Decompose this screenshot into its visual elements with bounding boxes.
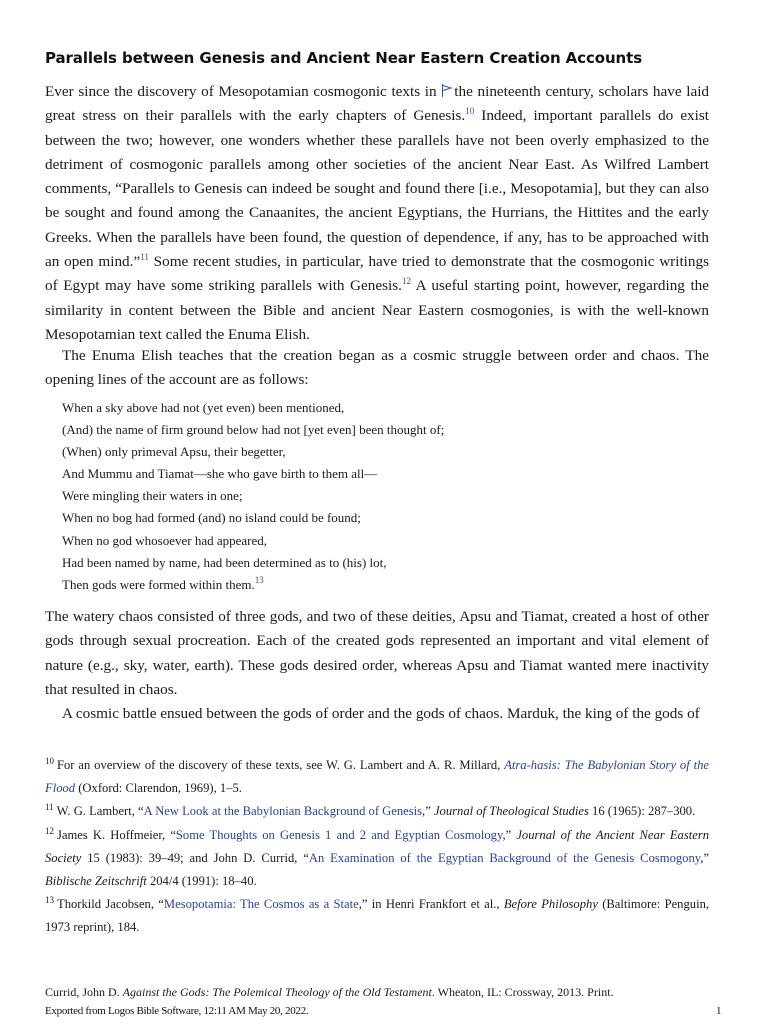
footnote-text: James K. Hoffmeier, “ — [57, 827, 176, 842]
verse-line: When no bog had formed (and) no island could be found; — [62, 510, 361, 526]
verse-line-last — [62, 574, 722, 596]
footnote-text: ,” — [502, 827, 517, 842]
flag-icon[interactable] — [441, 84, 453, 97]
paragraph-2: The Enuma Elish teaches that the creation began as a cosmic struggle between order and chaos. The opening lines of the account are as follows: — [45, 347, 709, 389]
footnote-ref-10[interactable]: 10 — [465, 106, 475, 117]
footnote-ref-13[interactable]: 13 — [254, 574, 264, 585]
footnote-number: 11 — [45, 802, 54, 813]
footnote-text: (Oxford: Clarendon, 1969), 1–5. — [75, 781, 242, 796]
verse-line: When no god whosoever had appeared, — [62, 532, 268, 548]
journal-title: Biblische Zeitschrift — [45, 874, 147, 889]
paragraph-4: A cosmic battle ensued between the gods of order and the gods of chaos. Marduk, the king of the gods of — [62, 705, 700, 722]
journal-title: Journal of the Ancient Near Eastern Society — [45, 827, 710, 865]
footnote-number: 13 — [45, 895, 54, 906]
page-number: 1 — [716, 1005, 722, 1017]
footnote-number: 10 — [45, 756, 54, 766]
footnote-text: Thorkild Jacobsen, “ — [57, 897, 164, 912]
export-footer: Exported from Logos Bible Software, 12:11 AM May 20, 2022. — [45, 1005, 309, 1017]
paragraph-text: the nineteenth century, scholars have laid great stress on their parallels with the early chapters of Genesis. — [45, 83, 710, 125]
citation-title: Against the Gods: The Polemical Theology of the Old Testament — [122, 985, 432, 999]
paragraph-text: Indeed, important parallels do exist between the two; however, one wonders whether these parallels have not been overly emphasized to the detriment of cosmogonic parallels among other societies of the ancient Near East. As Wilfred Lambert comments, “Parallels to Genesis can indeed be sought and found there [i.e., Mesopotamia], but they can also be sought and found among the Canaanites, the ancient Egyptians, the Hurrians, the Hittites and the early Greeks. When the parallels have been found, the question of dependence, if any, has to be approached with an open mind.” — [45, 107, 710, 271]
citation-text: . Wheaton, IL: Crossway, 2013. Print. — [431, 985, 614, 999]
footnote-10 — [45, 754, 709, 800]
verse-line: Had been named by name, had been determined as to (his) lot, — [62, 554, 387, 570]
paragraph-1 — [45, 80, 709, 347]
paragraph-3: The watery chaos consisted of three gods, and two of these deities, Apsu and Tiamat, created a host of other gods through sexual procreation. Each of the created gods represented an important and vital element of nature (e.g., sky, water, earth). These gods desired order, whereas Apsu and Tiamat wanted mere inactivity that resulted in chaos. — [45, 608, 709, 698]
footnote-text: 15 (1983): 39–49; and John D. Currid, “ — [81, 850, 309, 865]
footnote-text: 204/4 (1991): 18–40. — [146, 874, 257, 889]
footnote-text: W. G. Lambert, “ — [56, 804, 144, 819]
footnote-link[interactable]: Some Thoughts on Genesis 1 and 2 and Egyptian Cosmology — [175, 827, 503, 842]
verse-line: When a sky above had not (yet even) been mentioned, — [62, 400, 345, 415]
footnote-link[interactable]: Atra-hasis: The Babylonian Story of the Flood — [45, 758, 709, 796]
bibliographic-citation — [45, 985, 725, 1000]
footnote-12 — [45, 824, 709, 894]
footnote-text: ,” — [700, 850, 709, 865]
footnote-ref-12[interactable]: 12 — [401, 276, 411, 287]
footnote-11 — [45, 800, 709, 823]
footnote-link[interactable]: An Examination of the Egyptian Background of the Genesis Cosmogony — [308, 850, 701, 865]
paragraph-text: A useful starting point, however, regarding the similarity in content between the Bible and ancient Near Eastern cosmogonies, is with the well-known Mesopotamian text called the Enuma Elish. — [45, 277, 710, 343]
book-title: Before Philosophy — [503, 897, 598, 912]
enuma-elish-quote — [62, 397, 722, 596]
citation-text: Currid, John D. — [45, 985, 123, 999]
footnote-number: 12 — [45, 825, 54, 836]
journal-title: Journal of Theological Studies — [433, 804, 589, 819]
paragraph-text: Some recent studies, in particular, have tried to demonstrate that the cosmogonic writings of Egypt may have some striking parallels with Genesis. — [45, 253, 710, 295]
footnote-link[interactable]: Mesopotamia: The Cosmos as a State — [163, 897, 359, 912]
section-heading: Parallels between Genesis and Ancient Near Eastern Creation Accounts — [45, 49, 643, 67]
footnote-text: For an overview of the discovery of these texts, see W. G. Lambert and A. R. Millard, — [57, 758, 505, 772]
footnote-link[interactable]: A New Look at the Babylonian Background of Genesis — [143, 804, 423, 819]
verse-line: (When) only primeval Apsu, their begetter, — [62, 444, 286, 460]
footnote-13 — [45, 893, 709, 939]
verse-line: Then gods were formed within them. — [62, 576, 255, 592]
paragraph-text: Ever since the discovery of Mesopotamian cosmogonic texts in — [45, 83, 442, 100]
footnote-text: ,” in Henri Frankfort et al., — [358, 897, 504, 912]
footnote-text: ,” — [422, 804, 434, 819]
verse-line: Were mingling their waters in one; — [62, 488, 243, 504]
footnotes — [45, 754, 709, 940]
verse-line: (And) the name of firm ground below had not [yet even] been thought of; — [62, 422, 445, 438]
verse-line: And Mummu and Tiamat—she who gave birth to them all— — [62, 466, 378, 482]
footnote-text: 16 (1965): 287–300. — [588, 804, 696, 819]
footnote-text: (Baltimore: Penguin, 1973 reprint), 184. — [45, 897, 710, 935]
footnote-ref-11[interactable]: 11 — [140, 252, 149, 263]
